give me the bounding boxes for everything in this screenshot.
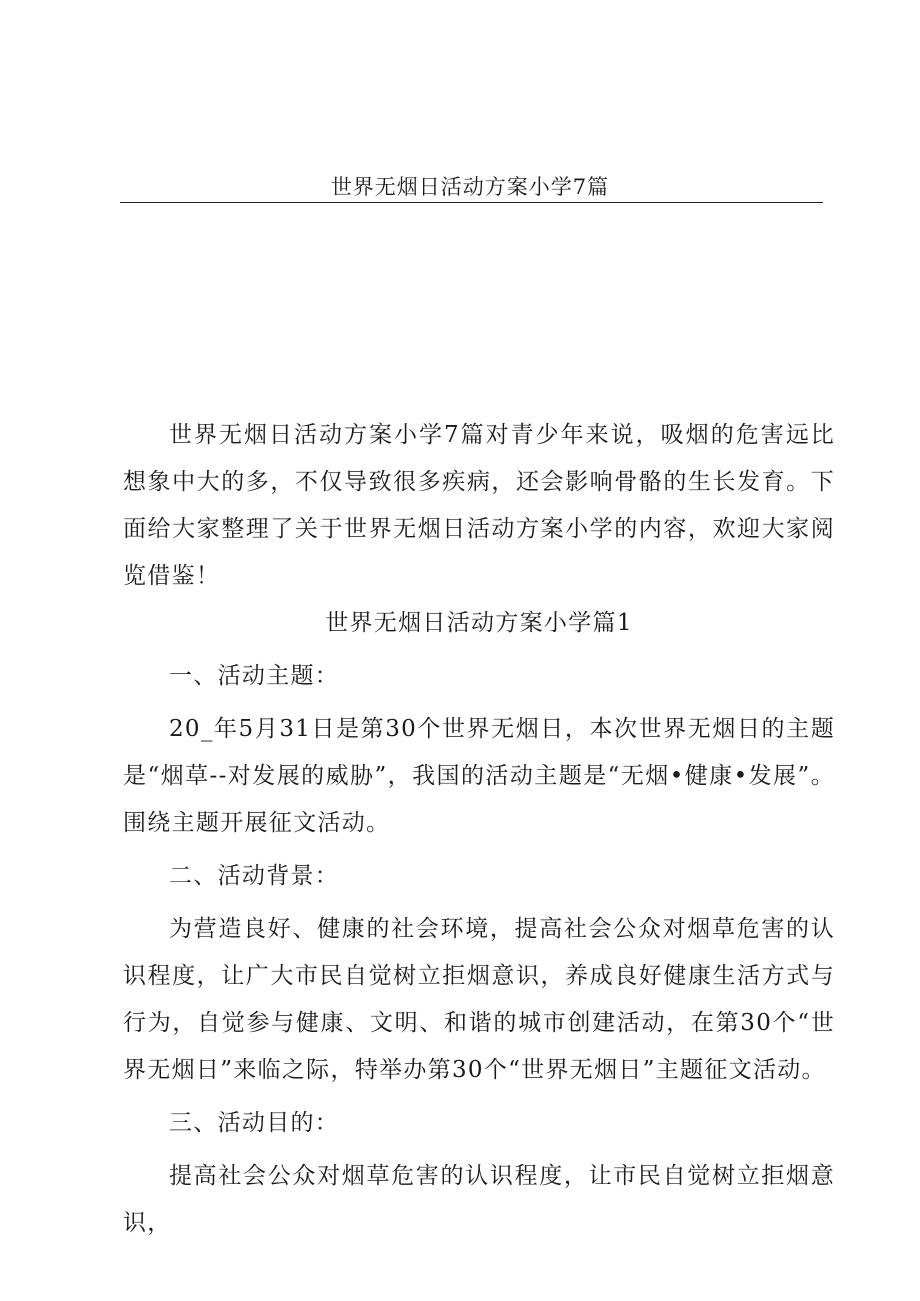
heading-activity-purpose: 三、活动目的： bbox=[169, 1110, 340, 1136]
section-title: 世界无烟日活动方案小学篇1 bbox=[325, 610, 633, 636]
document-header-title: 世界无烟日活动方案小学7篇 bbox=[330, 175, 610, 199]
heading-activity-background: 二、活动背景： bbox=[169, 863, 340, 889]
heading-activity-theme: 一、活动主题： bbox=[169, 663, 340, 689]
paragraph-activity-purpose: 提高社会公众对烟草危害的认识程度，让市民自觉树立拒烟意识， bbox=[123, 1163, 835, 1236]
paragraph-activity-background: 为营造良好、健康的社会环境，提高社会公众对烟草危害的认识程度，让广大市民自觉树立拒烟意识，养成良好健康生活方式与行为，自觉参与健康、文明、和谐的城市创建活动，在第30个“世界无烟日”来临之际，特举办第30个“世界无烟日”主题征文活动。 bbox=[123, 916, 835, 1083]
document-body bbox=[123, 412, 835, 1247]
header-divider bbox=[120, 202, 823, 203]
paragraph-activity-theme: 20_年5月31日是第30个世界无烟日，本次世界无烟日的主题是“烟草--对发展的威胁”，我国的活动主题是“无烟•健康•发展”。围绕主题开展征文活动。 bbox=[123, 716, 835, 836]
intro-paragraph: 世界无烟日活动方案小学7篇对青少年来说，吸烟的危害远比想象中大的多，不仅导致很多疾病，还会影响骨骼的生长发育。下面给大家整理了关于世界无烟日活动方案小学的内容，欢迎大家阅览借鉴！ bbox=[123, 422, 835, 589]
